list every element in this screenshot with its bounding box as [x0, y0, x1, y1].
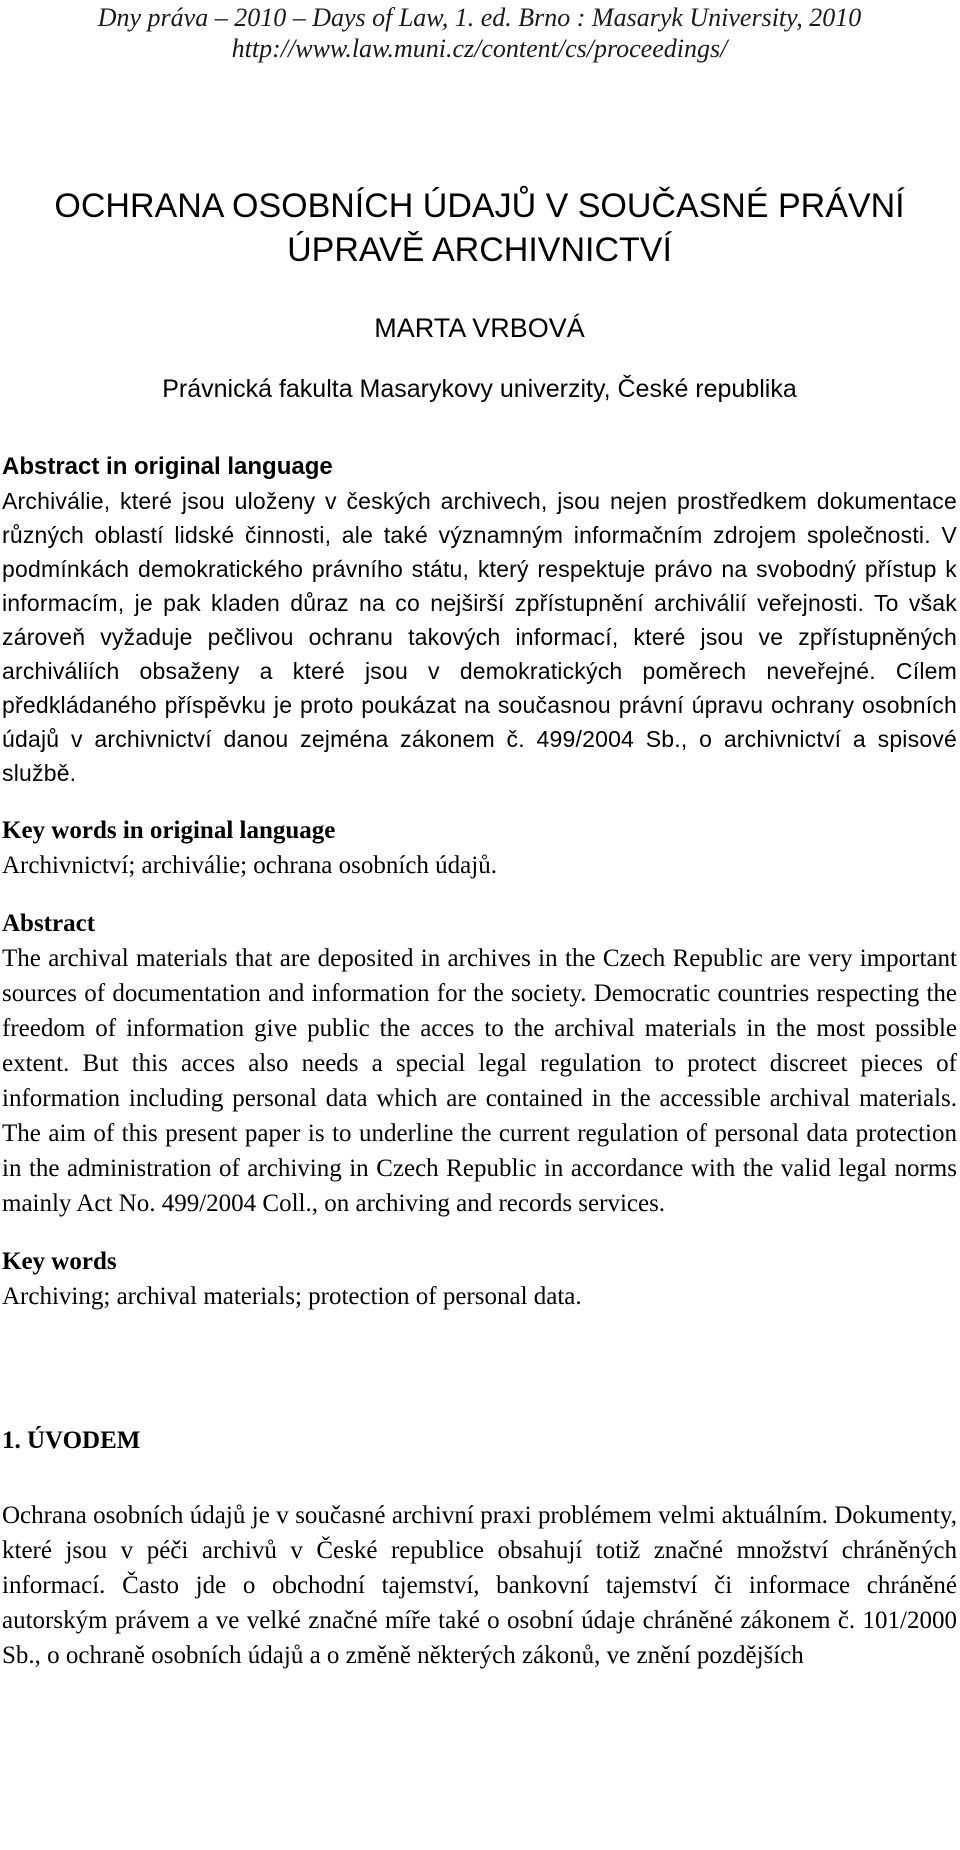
section-1-text: Ochrana osobních údajů je v současné archivní praxi problémem velmi aktuálním. Dokumenty, které jsou v péči archivů v České republice obsahují totiž značné množství chráněných informací. Často jde o obchodní tajemství, bankovní tajemství či informace chráněné autorským právem a ve velké značné míře také o osobní údaje chráněné zákonem č. 101/2000 Sb., o ochraně osobních údajů a o změně některých zákonů, ve znění pozdějších	[2, 1502, 957, 1669]
keywords-en-section	[2, 1245, 957, 1314]
header-url[interactable]: http://www.law.muni.cz/content/cs/proceedings/	[231, 34, 728, 63]
header-citation: Dny práva – 2010 – Days of Law, 1. ed. Brno : Masaryk University, 2010	[97, 3, 862, 32]
keywords-en-text: Archiving; archival materials; protection of personal data.	[2, 1283, 582, 1310]
abstract-original-text: Archiválie, které jsou uloženy v českých archivech, jsou nejen prostředkem dokumentace různých oblastí lidské činnosti, ale také významným informačním zdrojem společnosti. V podmínkách demokratického právního státu, který respektuje právo na svobodný přístup k informacím, je pak kladen důraz na co nejširší zpřístupnění archiválií veřejnosti. To však zároveň vyžaduje pečlivou ochranu takových informací, které jsou ve zpřístupněných archiváliích obsaženy a které jsou v demokratických poměrech neveřejné. Cílem předkládaného příspěvku je proto poukázat na současnou právní úpravu ochrany osobních údajů v archivnictví danou zejména zákonem č. 499/2004 Sb., o archivnictví a spisové službě.	[2, 488, 957, 786]
abstract-en-section	[2, 907, 957, 1221]
keywords-original-heading: Key words in original language	[2, 817, 336, 844]
keywords-original-text: Archivnictví; archiválie; ochrana osobních údajů.	[2, 852, 497, 879]
proceedings-header	[2, 0, 957, 64]
abstract-original-heading: Abstract in original language	[2, 453, 333, 480]
paper-title: OCHRANA OSOBNÍCH ÚDAJŮ V SOUČASNÉ PRÁVNÍ ÚPRAVĚ ARCHIVNICTVÍ	[54, 187, 905, 269]
section-1-heading: 1. ÚVODEM	[2, 1427, 141, 1454]
paper-affiliation: Právnická fakulta Masarykovy univerzity, České republika	[162, 375, 797, 403]
paper-author: MARTA VRBOVÁ	[374, 313, 585, 343]
keywords-en-heading: Key words	[2, 1248, 117, 1275]
abstract-original-section	[2, 450, 957, 790]
abstract-en-heading: Abstract	[2, 910, 96, 937]
keywords-original-section	[2, 814, 957, 883]
section-1	[2, 1424, 957, 1673]
abstract-en-text: The archival materials that are deposited in archives in the Czech Republic are very important sources of documentation and information for the society. Democratic countries respecting the freedom of information give public the acces to the archival materials in the most possible extent. But this acces also needs a special legal regulation to protect discreet pieces of information including personal data which are contained in the accessible archival materials. The aim of this present paper is to underline the current regulation of personal data protection in the administration of archiving in Czech Republic in accordance with the valid legal norms mainly Act No. 499/2004 Coll., on archiving and records services.	[2, 945, 957, 1217]
